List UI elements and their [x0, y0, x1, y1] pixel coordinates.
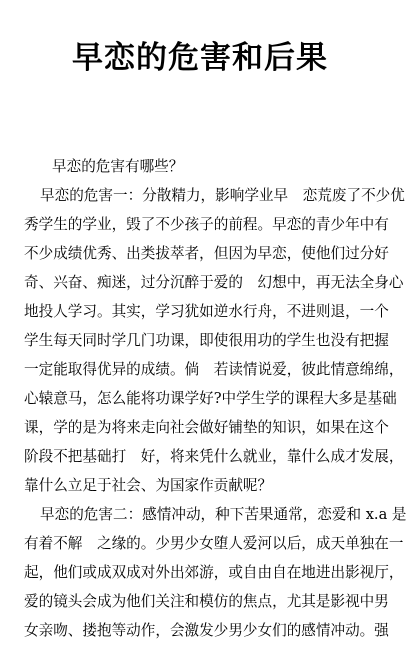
paragraph-line: 一定能取得优异的成绩。倘 若读情说爱，彼此情意绵绵，: [24, 361, 404, 378]
paragraph-line: 不少成绩优秀、出类拔萃者，但因为早恋，使他们过分好: [24, 245, 389, 262]
paragraph-line: 阶段不把基础打 好，将来凭什么就业，靠什么成才发展，: [24, 448, 404, 465]
paragraph-line: 女亲吻、搂抱等动作，会激发少男少女们的感情冲动。强: [24, 622, 389, 639]
paragraph-line: 学生每天同时学几门功课，即使很用功的学生也没有把握: [24, 332, 389, 349]
paragraph-line: 奇、兴奋、痴迷，过分沉醉于爱的 幻想中，再无法全身心: [24, 274, 404, 291]
paragraph-line: 心辕意马，怎么能将功课学好?中学生学的课程大多是基础: [24, 390, 397, 407]
paragraph-line: 课，学的是为将来走向社会做好铺垫的知识，如果在这个: [24, 419, 389, 436]
paragraph-line: 早恋的危害二：感情冲动，种下苦果通常，恋爱和 x.a 是: [40, 506, 407, 523]
paragraph-line: 爱的镜头会成为他们关注和模仿的焦点，尤其是影视中男: [24, 593, 389, 610]
paragraph-line: 有着不解 之缘的。少男少女堕人爱河以后，成天单独在一: [24, 535, 404, 552]
paragraph-line: 起，他们或成双成对外出郊游，或自由自在地进出影视厅，: [24, 564, 404, 581]
paragraph-line: 地投人学习。其实，学习犹如逆水行舟，不进则退，一个: [24, 303, 389, 320]
paragraph-line: 秀学生的学业，毁了不少孩子的前程。早恋的青少年中有: [24, 216, 389, 233]
page-title: 早恋的危害和后果: [72, 40, 328, 76]
section-question: 早恋的危害有哪些？: [52, 158, 184, 175]
paragraph-line: 早恋的危害一：分散精力，影响学业早 恋荒废了不少优: [40, 187, 405, 204]
paragraph-line: 靠什么立足于社会、为国家作贡献呢？: [24, 477, 273, 494]
article-body: [24, 152, 407, 645]
